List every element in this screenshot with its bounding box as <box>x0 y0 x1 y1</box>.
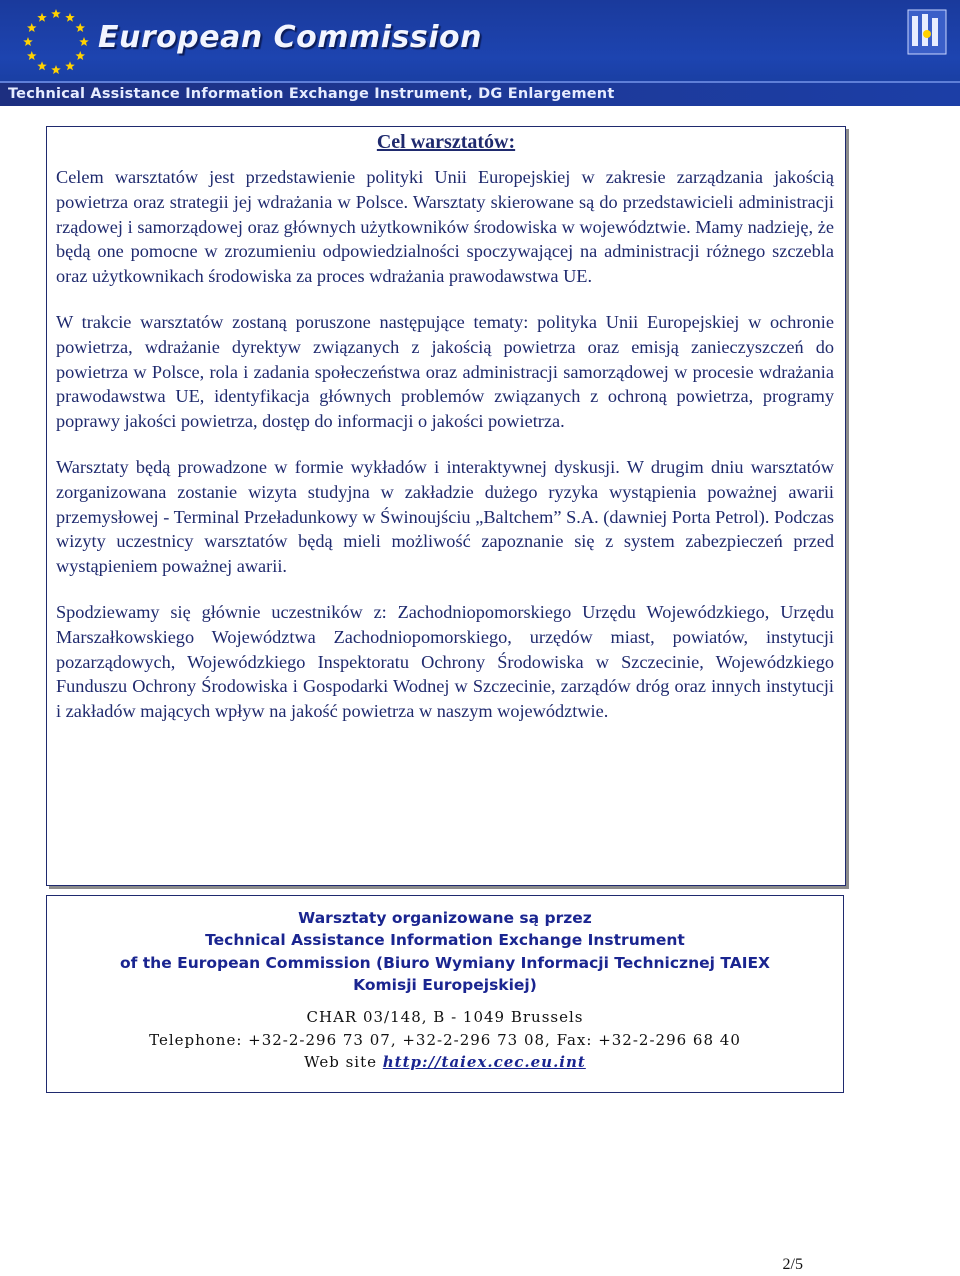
goal-content <box>56 165 834 745</box>
star-icon <box>37 13 47 22</box>
organizer-line: Warsztaty organizowane są przez <box>298 909 592 927</box>
star-icon <box>75 51 85 60</box>
header-banner <box>0 0 960 106</box>
organizer-line: Technical Assistance Information Exchange Instrument <box>205 931 685 950</box>
star-icon <box>65 13 75 22</box>
star-icon <box>51 9 61 18</box>
workshop-goal-box <box>46 126 846 886</box>
website-label: Web site <box>304 1053 377 1071</box>
star-icon <box>51 65 61 74</box>
star-icon <box>75 23 85 32</box>
website-line <box>47 1051 843 1074</box>
eu-stars-logo <box>16 4 96 80</box>
address: CHAR 03/148, B - 1049 Brussels <box>306 1008 584 1026</box>
section-title: Cel warsztatów: <box>376 131 516 153</box>
star-icon <box>27 51 37 60</box>
organizer-line: of the European Commission (Biuro Wymiany Informacji Technicznej TAIEX <box>119 953 771 972</box>
page-number: 2/5 <box>782 1256 803 1273</box>
phone-fax: Telephone: +32-2-296 73 07, +32-2-296 73 08, Fax: +32-2-296 68 40 <box>149 1030 741 1049</box>
organizer-box <box>46 895 844 1093</box>
contact-info <box>47 1006 843 1074</box>
paragraph-participants: Spodziewamy się głównie uczestników z: Zachodniopomorskiego Urzędu Wojewódzkiego, Urzędu Marszałkowskiego Województwa Zachodniopomorskiego, urzędów miast, powiatów, instytucji pozarządowych, Wojewódzkiego Inspektoratu Ochrony Środowiska w Szczecinie, Wojewódzkiego Funduszu Ochrony Środowiska i Gospodarki Wodnej w Szczecinie, zarządów dróg oraz innych instytucji i zakładów mających wpływ na jakość powietrza w naszym województwie. <box>56 601 834 722</box>
star-icon <box>37 61 47 70</box>
star-icon <box>65 61 75 70</box>
star-icon <box>23 37 33 46</box>
banner-title: European Commission <box>98 20 483 55</box>
banner-subtitle-strip <box>0 81 960 106</box>
website-link[interactable]: http://taiex.cec.eu.int <box>382 1053 586 1071</box>
banner-subtitle: Technical Assistance Information Exchange Instrument, DG Enlargement <box>8 86 615 102</box>
organizer-line: Komisji Europejskiej) <box>353 975 537 994</box>
paragraph-format: Warsztaty będą prowadzone w formie wykładów i interaktywnej dyskusji. W drugim dniu warsztatów zorganizowana zostanie wizyta studyjna w zakładzie dużego ryzyka wystąpienia poważnej awarii przemysłowej - Terminal Przeładunkowy w Świnoujściu „Baltchem” S.A. (dawniej Porta Petrol). Podczas wizyty uczestnicy warsztatów będą mieli możliwość zapoznanie się z system zabezpieczeń przed wystąpieniem poważnej awarii. <box>56 456 834 577</box>
ec-building-logo-icon <box>902 6 952 76</box>
paragraph-topics: W trakcie warsztatów zostaną poruszone następujące tematy: polityka Unii Europejskiej w ochronie powietrza, wdrażanie dyrektyw związanych z jakością powietrza oraz emisją zanieczyszczeń do powietrza w Polsce, rola i zadania społeczeństwa oraz administracji samorządowej w procesie wdrażania prawodawstwa UE, identyfikacja głównych problemów związanych z ochroną powietrza, programy poprawy jakości powietrza, dostęp do informacji o jakości powietrza. <box>56 311 834 432</box>
organizer-info <box>47 907 843 996</box>
star-icon <box>79 37 89 46</box>
paragraph-goal: Celem warsztatów jest przedstawienie polityki Unii Europejskiej w zakresie zarządzania jakością powietrza oraz strategii jej wdrażania w Polsce. Warsztaty skierowane są do przedstawicieli administracji rządowej i samorządowej oraz głównych użytkowników środowiska w województwie. Mamy nadzieję, że będą one pomocne w zrozumieniu odpowiedzialności spoczywającej na administracji różnego szczebla oraz użytkownikach środowiska za proces wdrażania prawodawstwa UE. <box>56 167 834 287</box>
star-icon <box>27 23 37 32</box>
